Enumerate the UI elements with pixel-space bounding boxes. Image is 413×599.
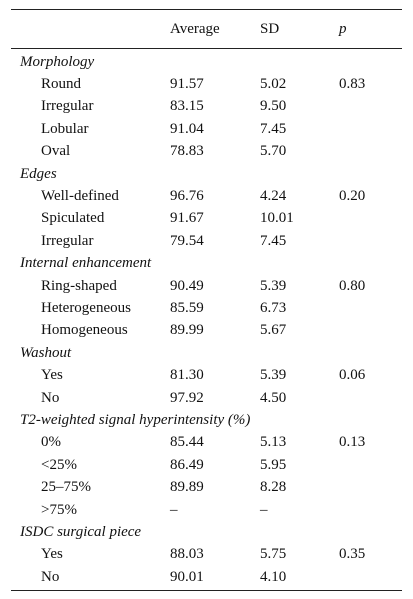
header-sd: SD — [260, 20, 280, 37]
row-p: 0.06 — [339, 367, 366, 384]
row-sd: 10.01 — [260, 210, 294, 227]
row-label: No — [41, 568, 60, 585]
row-sd: 6.73 — [260, 299, 287, 316]
section-title-row — [11, 342, 402, 364]
results-table — [11, 9, 402, 591]
row-sd: 5.13 — [260, 434, 287, 451]
row-average: 90.49 — [170, 277, 204, 294]
row-average: 88.03 — [170, 546, 204, 563]
row-average: 86.49 — [170, 456, 204, 473]
table-row — [11, 432, 402, 454]
row-p: 0.83 — [339, 76, 366, 93]
row-sd: 5.95 — [260, 456, 287, 473]
row-p: 0.80 — [339, 277, 366, 294]
row-label: Irregular — [41, 232, 94, 249]
row-label: 25–75% — [41, 479, 91, 496]
table-row — [11, 96, 402, 118]
row-sd: 4.10 — [260, 568, 287, 585]
row-sd: 8.28 — [260, 479, 287, 496]
row-label: No — [41, 389, 60, 406]
table-row — [11, 208, 402, 230]
table-header-row — [11, 10, 402, 48]
row-average: 91.67 — [170, 210, 204, 227]
row-average: 89.99 — [170, 322, 204, 339]
table-bottom-rule — [11, 590, 402, 591]
table-row — [11, 387, 402, 409]
section-title-row — [11, 163, 402, 185]
section-title: Internal enhancement — [20, 255, 152, 272]
row-sd: 7.45 — [260, 232, 287, 249]
table-row — [11, 320, 402, 342]
row-average: – — [170, 501, 178, 518]
table-row — [11, 141, 402, 163]
row-sd: 4.24 — [260, 188, 287, 205]
row-average: 79.54 — [170, 232, 204, 249]
row-label: Homogeneous — [41, 322, 128, 339]
table-row — [11, 230, 402, 252]
section-title-row — [11, 521, 402, 543]
table-row — [11, 185, 402, 207]
table-row — [11, 544, 402, 566]
section-title-row — [11, 409, 402, 431]
table-row — [11, 476, 402, 498]
row-label: Irregular — [41, 98, 94, 115]
section-title: Edges — [20, 165, 57, 182]
table-row — [11, 454, 402, 476]
row-average: 89.89 — [170, 479, 204, 496]
row-sd: 5.75 — [260, 546, 287, 563]
table-row — [11, 364, 402, 386]
row-p: 0.35 — [339, 546, 366, 563]
section-title: Washout — [20, 344, 72, 361]
section-title: T2-weighted signal hyperintensity (%) — [20, 411, 251, 428]
row-p: 0.13 — [339, 434, 366, 451]
row-label: Spiculated — [41, 210, 105, 227]
table-row — [11, 566, 402, 588]
row-sd: 5.39 — [260, 277, 287, 294]
row-label: Heterogeneous — [41, 299, 131, 316]
row-average: 97.92 — [170, 389, 204, 406]
section-title-row — [11, 51, 402, 73]
row-average: 85.44 — [170, 434, 204, 451]
row-average: 83.15 — [170, 98, 204, 115]
section-title: Morphology — [20, 53, 95, 70]
table-row — [11, 499, 402, 521]
row-label: Round — [41, 76, 82, 93]
row-sd: 5.70 — [260, 143, 287, 160]
row-label: Ring-shaped — [41, 277, 117, 294]
row-average: 90.01 — [170, 568, 204, 585]
table-row — [11, 118, 402, 140]
table-row — [11, 275, 402, 297]
row-average: 78.83 — [170, 143, 204, 160]
row-p: 0.20 — [339, 188, 366, 205]
row-label: <25% — [41, 456, 77, 473]
row-average: 91.04 — [170, 120, 204, 137]
row-average: 81.30 — [170, 367, 204, 384]
header-average: Average — [170, 20, 220, 37]
row-label: Well-defined — [41, 188, 119, 205]
section-title-row — [11, 253, 402, 275]
header-p: p — [339, 20, 347, 37]
row-average: 96.76 — [170, 188, 204, 205]
row-sd: 5.67 — [260, 322, 287, 339]
row-label: Lobular — [41, 120, 89, 137]
row-sd: 9.50 — [260, 98, 287, 115]
row-label: 0% — [41, 434, 61, 451]
table-row — [11, 297, 402, 319]
row-average: 85.59 — [170, 299, 204, 316]
section-title: ISDC surgical piece — [20, 523, 142, 540]
row-label: Oval — [41, 143, 71, 160]
row-sd: 5.39 — [260, 367, 287, 384]
row-label: Yes — [41, 367, 63, 384]
row-average: 91.57 — [170, 76, 204, 93]
row-sd: 7.45 — [260, 120, 287, 137]
row-label: >75% — [41, 501, 77, 518]
table-body — [11, 49, 402, 590]
row-sd: 5.02 — [260, 76, 287, 93]
row-sd: – — [260, 501, 268, 518]
row-sd: 4.50 — [260, 389, 287, 406]
row-label: Yes — [41, 546, 63, 563]
table-row — [11, 73, 402, 95]
